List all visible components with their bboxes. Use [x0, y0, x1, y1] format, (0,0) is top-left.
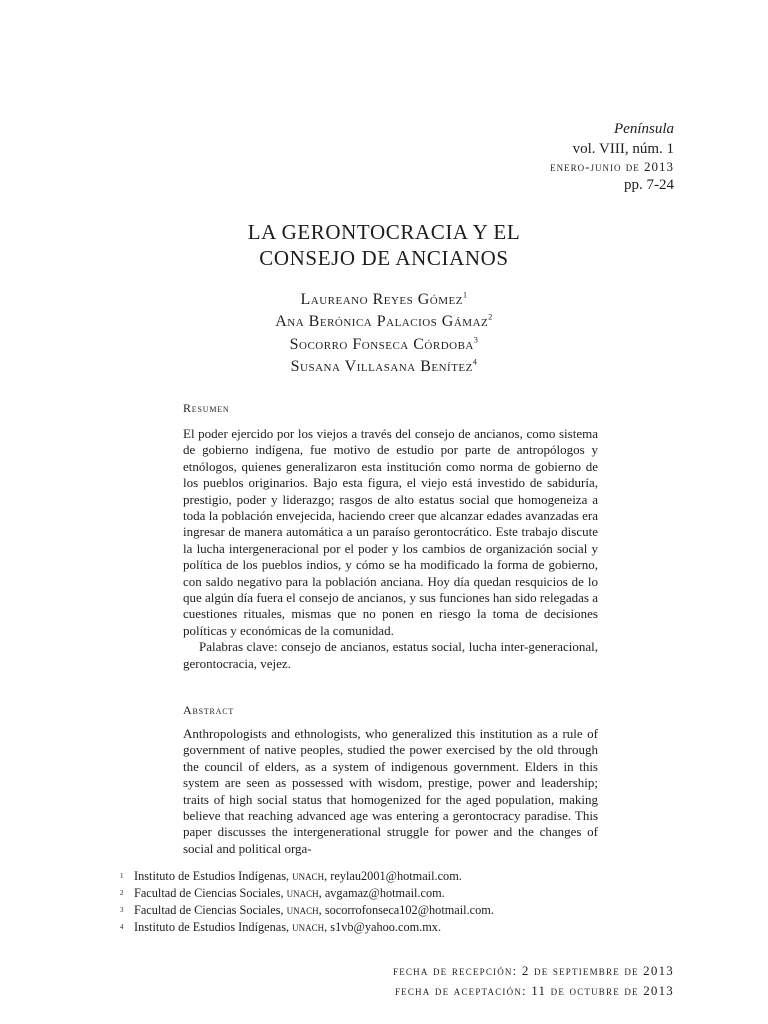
- journal-name: Península: [614, 121, 674, 137]
- footnote-number: 4: [120, 923, 124, 931]
- abstract-section: [183, 726, 598, 856]
- author-note-ref: 3: [473, 335, 479, 345]
- author-name: Socorro Fonseca Córdoba: [289, 335, 474, 353]
- footnote-university: unach: [292, 869, 325, 883]
- author: [0, 289, 768, 311]
- footnote-text: [134, 919, 441, 936]
- footnote-email: , avgamaz@hotmail.com.: [318, 886, 445, 900]
- footnote-email: , s1vb@yahoo.com.mx.: [324, 920, 442, 934]
- author-note-ref: 4: [472, 357, 478, 367]
- keywords: Palabras clave: consejo de ancianos, estatus social, lucha inter-generacional, gerontocracia, vejez.: [183, 639, 598, 671]
- footnote-number: 3: [120, 906, 124, 914]
- journal-pages: pp. 7-24: [624, 176, 674, 193]
- footnote: [120, 885, 494, 902]
- author: [0, 311, 768, 333]
- journal-meta: [550, 120, 674, 195]
- article-title: [0, 220, 768, 271]
- title-line: LA GERONTOCRACIA Y EL: [247, 220, 521, 244]
- author-name: Laureano Reyes Gómez: [300, 291, 463, 308]
- author-note-ref: 2: [488, 313, 493, 323]
- footnote-university: unach: [286, 886, 319, 900]
- footnote: [120, 919, 494, 936]
- author: [0, 334, 768, 356]
- submission-dates: [393, 961, 674, 1001]
- abstract-text: Anthropologists and ethnologists, who generalized this institution as a rule of government of native peoples, studied the power exercised by the old through the council of elders, as a system of indigenous government. Elders in this system are seen as possessed with wisdom, prestige, power and leadership; traits of high social status that homogenized for the aged population, making believe that reaching advanced age was entering a gerontocracy paradise. This paper discusses the intergenerational struggle for power and the changes of social and political orga-: [183, 726, 598, 856]
- footnote-institution: Instituto de Estudios Indígenas,: [134, 920, 293, 934]
- footnote-institution: Instituto de Estudios Indígenas,: [134, 869, 293, 883]
- title-line: CONSEJO DE ANCIANOS: [259, 245, 509, 270]
- footnote-number: 1: [120, 872, 124, 880]
- journal-period: enero-junio de 2013: [550, 159, 674, 174]
- footnote-university: unach: [286, 903, 319, 917]
- footnote-email: , socorrofonseca102@hotmail.com.: [318, 903, 494, 917]
- author-name: Ana Berónica Palacios Gámaz: [275, 313, 489, 331]
- resumen-section: [183, 426, 598, 672]
- footnote-text: [134, 885, 445, 902]
- footnote-institution: Facultad de Ciencias Sociales,: [134, 903, 287, 917]
- footnote-university: unach: [292, 920, 325, 934]
- footnote-text: [134, 868, 462, 885]
- footnote: [120, 902, 494, 919]
- footnote-email: , reylau2001@hotmail.com.: [324, 869, 462, 883]
- footnote: [120, 868, 494, 885]
- author: [0, 356, 768, 378]
- footnote-text: [134, 902, 494, 919]
- abstract-heading: Abstract: [183, 703, 235, 717]
- resumen-heading: Resumen: [183, 401, 230, 415]
- footnote-number: 2: [120, 889, 124, 897]
- journal-volume: vol. VIII, núm. 1: [572, 140, 674, 157]
- author-list: [0, 289, 768, 379]
- footnotes: [120, 868, 494, 936]
- accepted-date: fecha de aceptación: 11 de octubre de 2013: [394, 983, 674, 998]
- author-name: Susana Villasana Benítez: [290, 358, 473, 376]
- author-note-ref: 1: [462, 290, 468, 300]
- received-date: fecha de recepción: 2 de septiembre de 2013: [393, 963, 674, 978]
- resumen-text: El poder ejercido por los viejos a través del consejo de ancianos, como sistema de gobierno indígena, fue motivo de estudio por parte de antropólogos y etnólogos, quienes generalizaron esta institución como norma de gobierno de los pueblos originarios. Bajo esta figura, el viejo está investido de sabiduría, prestigio, poder y liderazgo; rasgos de alto estatus social que homogeneiza a toda la población envejecida, haciendo creer que alcanzar edades avanzadas era ingresar de manera automática a un paraíso gerontocrático. Este trabajo discute la lucha intergeneracional por el poder y los cambios de organización social y política de los pueblos indios, y cómo se ha modificado la forma de gobierno, con saldo negativo para la población anciana. Hoy día quedan resquicios de lo que algún día fuera el consejo de ancianos, y sus funciones han sido relegadas a cuestiones rituales, mismas que no ponen en riesgo la toma de decisiones políticas y económicas de la comunidad.: [183, 426, 598, 638]
- footnote-institution: Facultad de Ciencias Sociales,: [134, 886, 287, 900]
